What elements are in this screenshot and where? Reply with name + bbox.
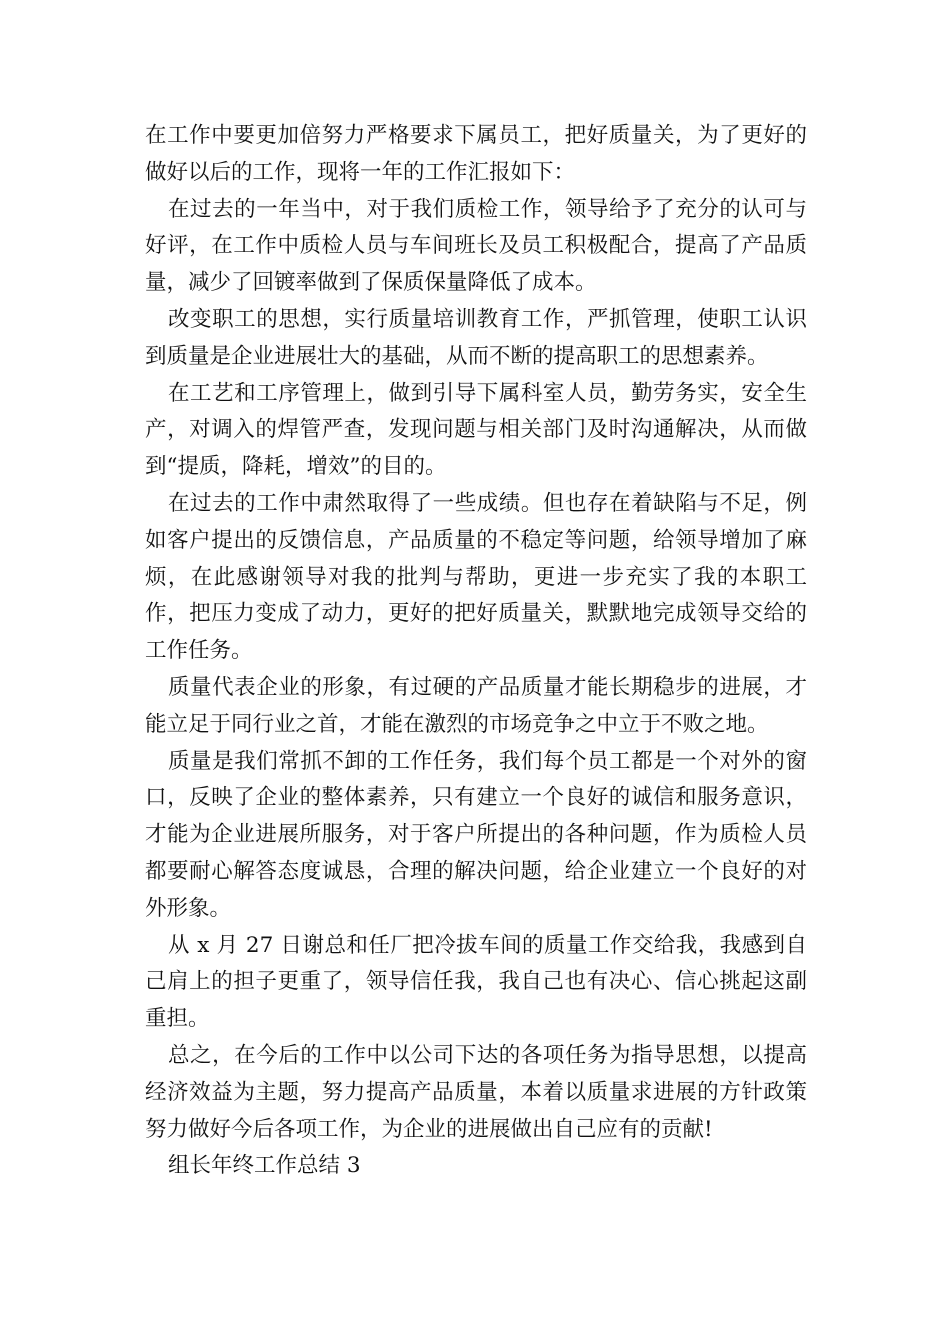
paragraph-9: 总之，在今后的工作中以公司下达的各项任务为指导思想，以提高经济效益为主题，努力提高产品质量，本着以质量求进展的方针政策努力做好今后各项工作，为企业的进展做出自己应有的贡献! xyxy=(145,1042,807,1142)
paragraph-5: 在过去的工作中肃然取得了一些成绩。但也存在着缺陷与不足，例如客户提出的反馈信息，产品质量的不稳定等问题，给领导增加了麻烦，在此感谢领导对我的批判与帮助，更进一步充实了我的本职工作，把压力变成了动力，更好的把好质量关，默默地完成领导交给的工作任务。 xyxy=(145,490,807,664)
paragraph-6: 质量代表企业的形象，有过硬的产品质量才能长期稳步的进展，才能立足于同行业之首，才能在激烈的市场竞争之中立于不败之地。 xyxy=(145,674,807,737)
paragraph-1: 在工作中要更加倍努力严格要求下属员工，把好质量关，为了更好的做好以后的工作，现将一年的工作汇报如下： xyxy=(145,123,807,185)
document-body xyxy=(145,118,807,1185)
paragraph-3: 改变职工的思想，实行质量培训教育工作，严抓管理，使职工认识到质量是企业进展壮大的基础，从而不断的提高职工的思想素养。 xyxy=(145,306,807,369)
paragraph-7: 质量是我们常抓不卸的工作任务，我们每个员工都是一个对外的窗口，反映了企业的整体素养，只有建立一个良好的诚信和服务意识，才能为企业进展所服务，对于客户所提出的各种问题，作为质检人员都要耐心解答态度诚恳，合理的解决问题，给企业建立一个良好的对外形象。 xyxy=(145,748,807,921)
paragraph-2: 在过去的一年当中，对于我们质检工作，领导给予了充分的认可与好评，在工作中质检人员与车间班长及员工积极配合，提高了产品质量，减少了回镀率做到了保质保量降低了成本。 xyxy=(145,196,807,296)
paragraph-8: 从 x 月 27 日谢总和任厂把冷拔车间的质量工作交给我，我感到自己肩上的担子更重了，领导信任我，我自己也有决心、信心挑起这副重担。 xyxy=(145,932,807,1032)
paragraph-4: 在工艺和工序管理上，做到引导下属科室人员，勤劳务实，安全生产，对调入的焊管严查，发现问题与相关部门及时沟通解决，从而做到“提质，降耗，增效”的目的。 xyxy=(145,380,807,480)
section-heading: 组长年终工作总结 3 xyxy=(168,1153,361,1179)
